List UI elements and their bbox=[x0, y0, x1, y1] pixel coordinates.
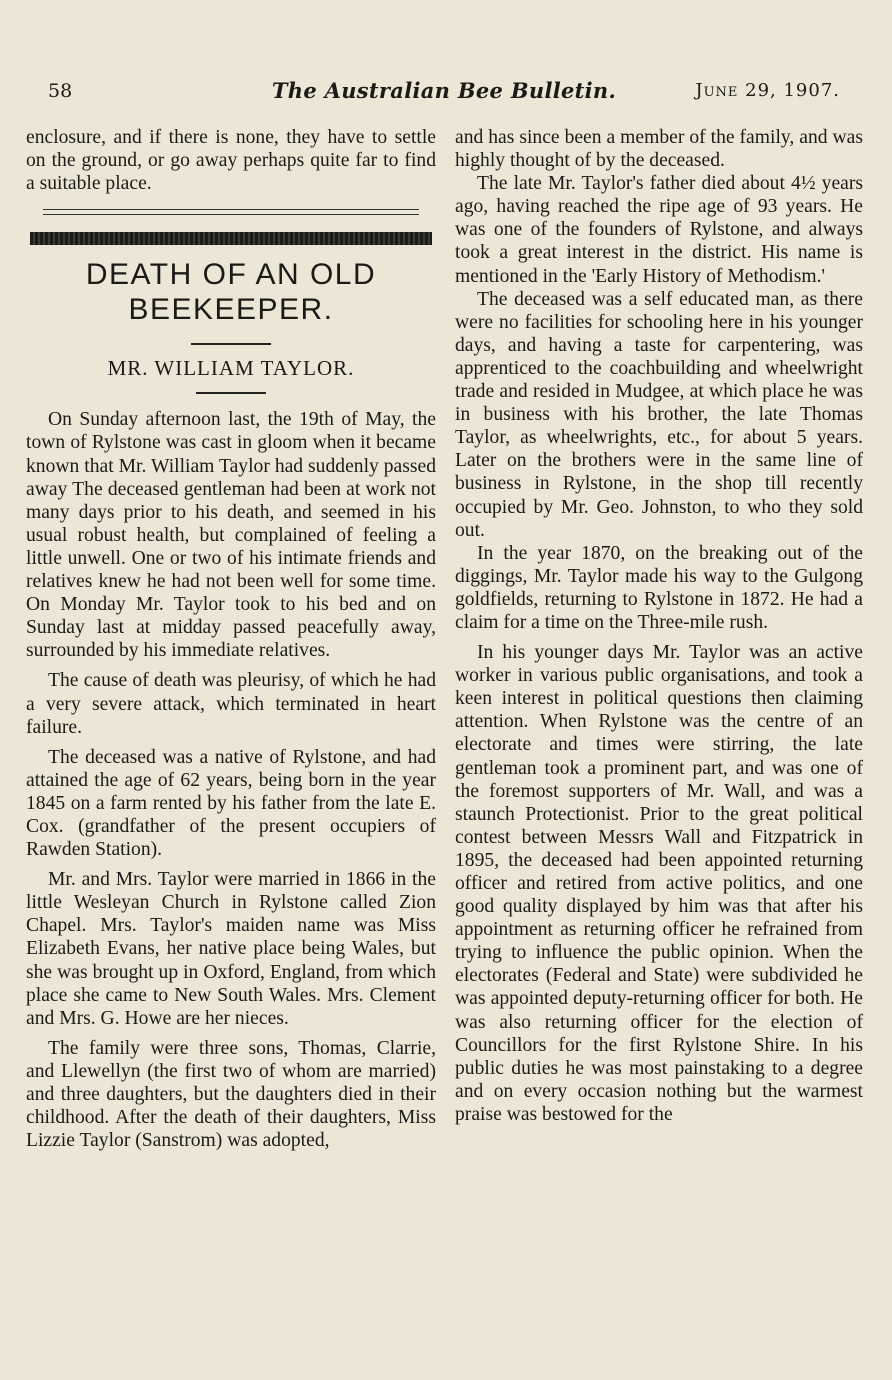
heading-bar bbox=[30, 232, 432, 245]
article-title-line-2: BEEKEEPER. bbox=[128, 293, 334, 327]
issue-date: June 29, 1907. bbox=[695, 80, 840, 101]
right-column bbox=[455, 126, 863, 1126]
article-paragraph: The family were three sons, Thomas, Clarrie, and Llewellyn (the first two of whom are married) and three daughters, but the daughters died in their childhood. After the death of their daughters, Miss Lizzie Taylor (Sanstrom) was adopted, bbox=[26, 1037, 436, 1152]
article-paragraph: On Sunday afternoon last, the 19th of May, the town of Rylstone was cast in gloom when it became known that Mr. William Taylor had suddenly passed away The deceased gentleman had been at work not many days prior to his death, and seemed in his usual robust health, but complained of feeling a little unwell. One or two of his intimate friends and relatives knew he had not been well for some time. On Monday Mr. Taylor took to his bed and on Sunday last at midday passed peacefully away, surrounded by his immediate relatives. bbox=[26, 409, 436, 662]
article-title bbox=[26, 257, 436, 327]
intro-paragraph: enclosure, and if there is none, they have to settle on the ground, or go away perhaps quite far to find a suitable place. bbox=[26, 127, 436, 195]
section-divider bbox=[43, 209, 419, 215]
article-paragraph: and has since been a member of the family, and was highly thought of by the deceased. bbox=[455, 127, 863, 172]
masthead-title: The Australian Bee Bulletin. bbox=[271, 78, 617, 103]
page-header bbox=[48, 80, 840, 110]
article-paragraph: Mr. and Mrs. Taylor were married in 1866 in the little Wesleyan Church in Rylstone called Zion Chapel. Mrs. Taylor's maiden name was Miss Elizabeth Evans, her native place being Wales, but she was brought up in Oxford, England, from which place she came to New South Wales. Mrs. Clement and Mrs. G. Howe are her nieces. bbox=[26, 869, 436, 1029]
page-number: 58 bbox=[48, 80, 73, 102]
article-paragraph: The cause of death was pleurisy, of which he had a very severe attack, which terminated in heart failure. bbox=[26, 670, 436, 738]
subtitle-rule bbox=[196, 392, 266, 394]
article-paragraph: The deceased was a native of Rylstone, and had attained the age of 62 years, being born in the year 1845 on a farm rented by his father from the late E. Cox. (grandfather of the present occupiers of Rawden Station). bbox=[26, 746, 436, 861]
title-rule bbox=[191, 343, 271, 345]
left-column bbox=[26, 126, 436, 1152]
article-paragraph: The late Mr. Taylor's father died about 4½ years ago, having reached the ripe age of 93 years. He was one of the founders of Rylstone, and always took a great interest in the district. His name is mentioned in the 'Early History of Methodism.' bbox=[455, 173, 863, 287]
article-paragraph: In the year 1870, on the breaking out of the diggings, Mr. Taylor made his way to the Gulgong goldfields, returning to Rylstone in 1872. He had a claim for a time on the Three-mile rush. bbox=[455, 542, 863, 633]
article-paragraph: The deceased was a self educated man, as there were no facilities for schooling here in his younger days, and having a taste for carpentering, was apprenticed to the coachbuilding and wheelwright trade and resided in Mudgee, at which place he was in business with his brother, the late Thomas Taylor, as wheelwrights, etc., for about 5 years. Later on the brothers were in the same line of business in Rylstone, in the shop till recently occupied by Mr. Geo. Johnston, to who they sold out. bbox=[455, 288, 863, 541]
article-paragraph: In his younger days Mr. Taylor was an active worker in various public organisations, and took a keen interest in political questions then claiming attention. When Rylstone was the centre of an electorate and times were stirring, the late gentleman took a prominent part, and was one of the foremost supporters of Mr. Wall, and was a staunch Protectionist. Prior to the great political contest between Messrs Wall and Fitzpatrick in 1895, the deceased had been appointed returning officer and retired from active politics, and one good quality displayed by him was that after his appointment as returning officer he refrained from trying to influence the public opinion. When the electorates (Federal and State) were subdivided he was appointed deputy-returning officer for both. He was also returning officer for the election of Councillors for the first Rylstone Shire. In his public duties he was most painstaking to a degree and on every occasion nothing but the warmest praise was bestowed for the bbox=[455, 642, 863, 1125]
article-subtitle: MR. WILLIAM TAYLOR. bbox=[107, 356, 355, 381]
article-title-line-1: DEATH OF AN OLD bbox=[85, 258, 377, 292]
